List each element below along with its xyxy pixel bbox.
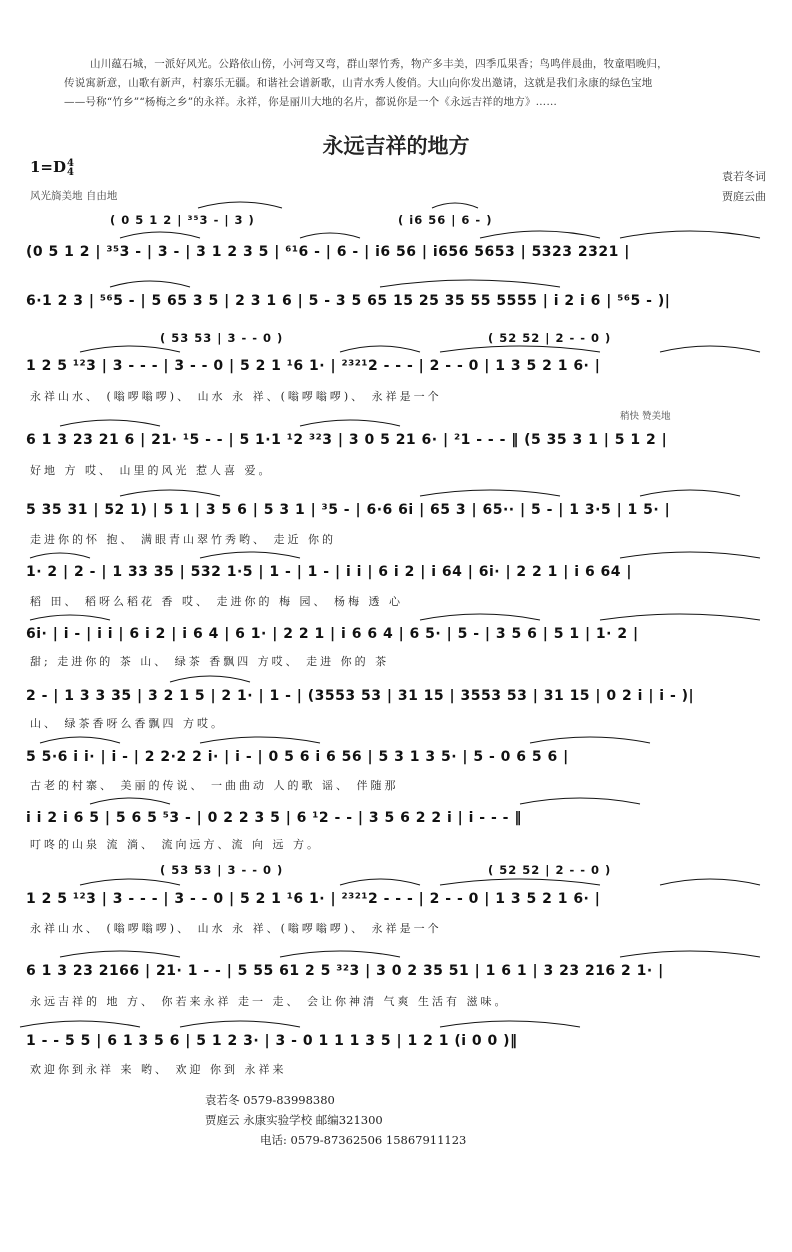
slur (200, 552, 300, 558)
style-marking: 风光旖美地 自由地 (30, 190, 118, 202)
notation-line: 6i· | i - | i i | 6 i 2 | i 6 4 | 6 1· | 2 2 1 | i 6 6 4 | 6 5· | 5 - | 3 5 6 | 5 1 | 1· 2 | (26, 626, 639, 642)
slur (620, 231, 760, 238)
slur (660, 346, 760, 352)
slur (110, 281, 190, 287)
slur (60, 951, 180, 957)
lyric-line: 欢迎你到永祥 来 哟、 欢迎 你到 永祥来 (30, 1063, 287, 1076)
cue-line: ( 52 52 | 2 - - 0 ) (488, 863, 612, 877)
slur (300, 233, 360, 238)
slur (120, 490, 220, 496)
lyric-line: 稻 田、 稻呀么稻花 香 哎、 走进你的 梅 园、 杨梅 透 心 (30, 595, 403, 608)
slur (80, 346, 180, 352)
lyricist-credit: 袁若冬词 (722, 170, 766, 183)
tempo-marking: 稍快 赞美地 (620, 411, 671, 422)
slur (40, 737, 120, 743)
slur (340, 879, 420, 885)
slur (380, 280, 560, 287)
notation-line: 6 1 3 23 2166 | 21· 1 - - | 5 55 61 2 5 ³²3 | 3 0 2 35 51 | 1 6 1 | 3 23 216 2 1· | (26, 963, 664, 979)
slur (120, 232, 200, 238)
slur (440, 879, 600, 885)
notation-line: (0 5 1 2 | ³⁵3 - | 3 - | 3 1 2 3 5 | ⁶¹6 - | 6 - | i6 56 | i656 5653 | 5323 2321 | (26, 244, 630, 260)
slur (340, 346, 420, 352)
slur (200, 737, 320, 743)
notation-line: 5 35 31 | 52 1) | 5 1 | 3 5 6 | 5 3 1 | ³5 - | 6·6 6i | 65 3 | 65·· | 5 - | 1 3·5 | 1 5· | (26, 502, 671, 518)
notation-line: i i 2 i 6 5 | 5 6 5 ⁵3 - | 0 2 2 3 5 | 6 ¹2 - - | 3 5 6 2 2 i | i - - - ‖ (26, 810, 522, 826)
slur (520, 798, 640, 804)
key-label: 1=D (30, 158, 67, 176)
notation-line: 5 5·6 i i· | i - | 2 2·2 2 i· | i - | 0 5 6 i 6 56 | 5 3 1 3 5· | 5 - 0 6 5 6 | (26, 749, 569, 765)
composer-credit: 贾庭云曲 (722, 190, 766, 203)
lyric-line: 古老的村寨、 美丽的传说、 一曲曲动 人的歌 谣、 伴随那 (30, 779, 399, 792)
notation-line: 1 2 5 ¹²3 | 3 - - - | 3 - - 0 | 5 2 1 ¹6 1· | ²³²¹2 - - - | 2 - - 0 | 1 3 5 2 1 6· | (26, 358, 601, 374)
slur (440, 346, 600, 352)
slur (600, 614, 760, 620)
slur (30, 553, 90, 558)
cue-line: ( 53 53 | 3 - - 0 ) (160, 331, 284, 345)
slur (620, 951, 760, 957)
slur (198, 202, 282, 208)
contact-phone: 电话: 0579-87362506 15867911123 (260, 1133, 467, 1147)
slur (432, 203, 478, 208)
lyric-line: 走进你的怀 抱、 满眼青山翠竹秀哟、 走近 你的 (30, 533, 336, 546)
lyric-line: 永祥山水、 (嗡啰嗡啰)、 山水 永 祥、(嗡啰嗡啰)、 永祥是一个 (30, 922, 442, 935)
lyric-line: 甜; 走进你的 茶 山、 绿茶 香飘四 方哎、 走进 你的 茶 (30, 655, 390, 668)
slur (20, 1021, 140, 1027)
lyric-line: 山、 绿茶香呀么香飘四 方哎。 (30, 717, 225, 730)
lyric-line: 好地 方 哎、 山里的风光 惹人喜 爱。 (30, 464, 273, 477)
lyric-line: 叮咚的山泉 流 淌、 流向远方、流 向 远 方。 (30, 838, 321, 851)
notation-line: 2 - | 1 3 3 35 | 3 2 1 5 | 2 1· | 1 - | (3553 53 | 31 15 | 3553 53 | 31 15 | 0 2 i | i - )| (26, 688, 695, 704)
notation-line: 6·1 2 3 | ⁵⁶5 - | 5 65 3 5 | 2 3 1 6 | 5 - 3 5 65 15 25 35 55 5555 | i 2 i 6 | ⁵⁶5 - )| (26, 293, 671, 309)
intro-line-2: 传说寓新意，山歌有新声，村寨乐无疆。和谐社会谱新歌，山青水秀人俊俏。大山向你发出邀请，这就是我们永康的绿色宝地 (64, 77, 653, 89)
slur (420, 490, 560, 496)
contact-lyricist: 袁若冬 0579-83998380 (205, 1093, 335, 1107)
intro-text (64, 55, 744, 112)
time-signature (67, 159, 74, 177)
slur (30, 615, 110, 620)
slur (280, 951, 400, 957)
slur (170, 676, 250, 682)
key-signature (30, 158, 74, 177)
intro-line-1: 山川蕴石城，一派好风光。公路依山傍，小河弯又弯，群山翠竹秀，物产多丰美，四季瓜果香；鸟鸣伴晨曲，牧童唱晚归， (90, 58, 668, 70)
lyric-line: 永祥山水、 (嗡啰嗡啰)、 山水 永 祥、(嗡啰嗡啰)、 永祥是一个 (30, 390, 442, 403)
time-denominator: 4 (67, 167, 74, 178)
notation-line: 6 1 3 23 21 6 | 21· ¹5 - - | 5 1·1 ¹2 ³²3 | 3 0 5 21 6· | ²1 - - - ‖ (5 35 3 1 | 5 1 2 | (26, 432, 668, 448)
lyric-line: 永远吉祥的 地 方、 你若来永祥 走一 走、 会让你神清 气爽 生活有 滋味。 (30, 995, 509, 1008)
slur (660, 879, 760, 885)
slur (420, 614, 540, 620)
slur (440, 1021, 580, 1027)
slur (300, 420, 400, 426)
slur (530, 737, 650, 743)
notation-line: 1 - - 5 5 | 6 1 3 5 6 | 5 1 2 3· | 3 - 0 1 1 1 3 5 | 1 2 1 (i 0 0 )‖ (26, 1033, 518, 1049)
slur (480, 231, 600, 238)
contact-composer: 贾庭云 永康实验学校 邮编321300 (205, 1113, 383, 1127)
notation-line: 1· 2 | 2 - | 1 33 35 | 532 1·5 | 1 - | 1 - | i i | 6 i 2 | i 64 | 6i· | 2 2 1 | i 6 64 | (26, 564, 633, 580)
time-numerator: 4 (67, 158, 74, 169)
intro-line-3: ——号称“竹乡”“杨梅之乡”的永祥。永祥，你是丽川大地的名片，都说你是一个《永远吉祥的地方》…… (64, 96, 558, 108)
slur (640, 490, 740, 496)
contact-info (205, 1090, 466, 1150)
cue-line: ( 52 52 | 2 - - 0 ) (488, 331, 612, 345)
slur (90, 798, 170, 804)
song-title: 永远吉祥的地方 (322, 133, 470, 158)
cue-line: ( 0 5 1 2 | ³⁵3 - | 3 ) (110, 213, 255, 227)
slur (80, 879, 180, 885)
slur (180, 1021, 300, 1027)
slur (620, 552, 760, 558)
notation-line: 1 2 5 ¹²3 | 3 - - - | 3 - - 0 | 5 2 1 ¹6 1· | ²³²¹2 - - - | 2 - - 0 | 1 3 5 2 1 6· | (26, 891, 601, 907)
cue-line: ( i6 56 | 6 - ) (398, 213, 493, 227)
cue-line: ( 53 53 | 3 - - 0 ) (160, 863, 284, 877)
slur (60, 420, 160, 426)
